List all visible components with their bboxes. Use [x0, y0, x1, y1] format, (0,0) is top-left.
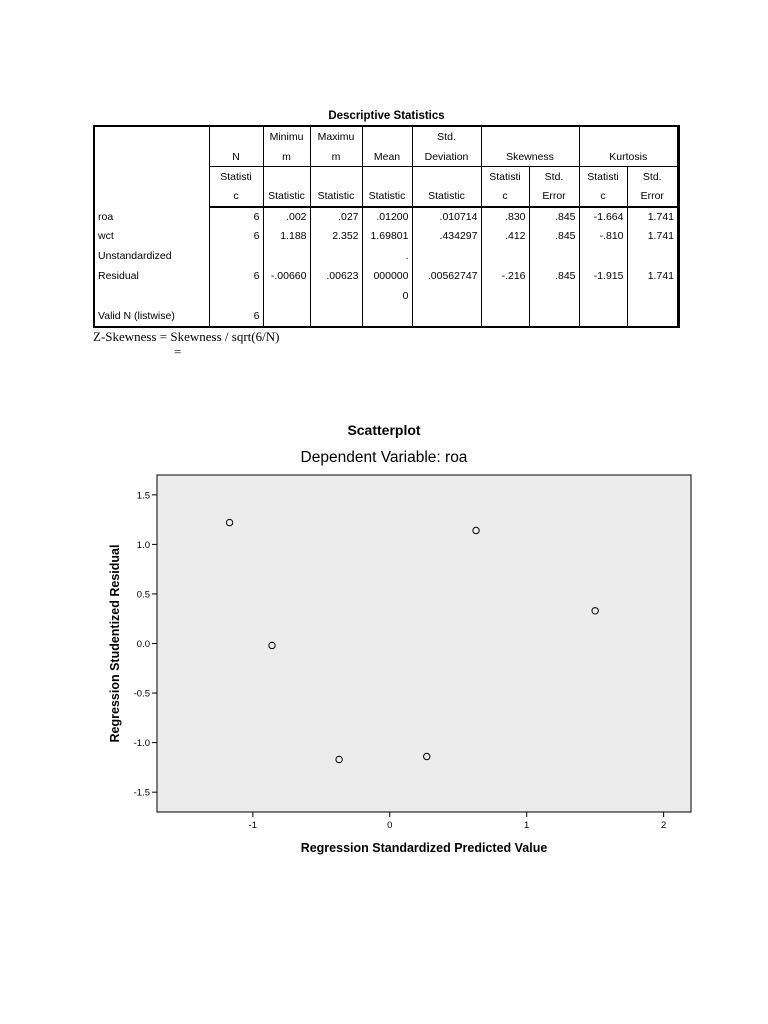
row-label: Residual — [95, 266, 209, 286]
header-kurtosis: Kurtosis — [579, 147, 678, 167]
y-axis-label: Regression Studentized Residual — [108, 544, 122, 743]
cell-kurt: -1.664 — [579, 207, 627, 227]
cell-skew: -.216 — [481, 266, 529, 286]
y-axis — [134, 490, 157, 798]
subheader-mean: Statistic — [362, 187, 412, 207]
x-tick-label: 2 — [660, 820, 667, 831]
cell-max: 2.352 — [310, 226, 362, 246]
subheader-max: Statistic — [310, 187, 362, 207]
cell-kurt: -1.915 — [579, 266, 627, 286]
cell-n: 6 — [209, 306, 263, 326]
cell-max: .00623 — [310, 266, 362, 286]
y-tick-label: -1.0 — [133, 738, 150, 750]
cell-kurt-se: 1.741 — [627, 266, 678, 286]
subheader-min-top — [263, 167, 310, 187]
subheader-kurt-se-top: Std. — [627, 167, 678, 187]
table-row — [95, 207, 678, 227]
cell-mean: 1.69801 — [362, 226, 412, 246]
scatterplot — [90, 465, 710, 860]
cell-mean: 000000 — [362, 266, 412, 286]
cell-std: .00562747 — [412, 266, 481, 286]
subheader-mean-top — [362, 167, 412, 187]
x-axis-label: Regression Standardized Predicted Value — [300, 841, 548, 855]
header-minimum: m — [263, 147, 310, 167]
corner-cell — [95, 127, 209, 207]
header-skewness: Skewness — [481, 147, 579, 167]
cell-mean: .01200 — [362, 207, 412, 227]
table-row — [95, 226, 678, 246]
descriptive-statistics-table — [93, 125, 680, 328]
cell-mean-bottom: 0 — [362, 286, 412, 306]
header-n-top — [209, 127, 263, 147]
cell-n: 6 — [209, 207, 263, 227]
cell-skew: .412 — [481, 226, 529, 246]
y-tick-label: -0.5 — [133, 688, 150, 700]
x-tick-label: 0 — [387, 820, 393, 831]
subheader-skew-stat-top: Statisti — [481, 167, 529, 187]
subheader-kurt-se: Error — [627, 187, 678, 207]
subheader-max-top — [310, 167, 362, 187]
cell-min: .002 — [263, 207, 310, 227]
cell-n: 6 — [209, 266, 263, 286]
cell-min: -.00660 — [263, 266, 310, 286]
header-mean-top — [362, 127, 412, 147]
cell-max: .027 — [310, 207, 362, 227]
subheader-kurt-stat-top: Statisti — [579, 167, 627, 187]
z-skewness-formula: Z-Skewness = Skewness / sqrt(6/N) — [93, 329, 280, 344]
header-mean: Mean — [362, 147, 412, 167]
x-tick-label: -1 — [248, 820, 258, 831]
y-tick-label: 0.5 — [136, 589, 150, 601]
header-std-deviation: Deviation — [412, 147, 481, 167]
cell-kurt: -.810 — [579, 226, 627, 246]
header-n: N — [209, 147, 263, 167]
row-label: wct — [95, 226, 209, 246]
row-label: Valid N (listwise) — [95, 306, 209, 326]
plot-area — [157, 475, 691, 812]
subheader-min: Statistic — [263, 187, 310, 207]
chart-title: Scatterplot — [347, 422, 421, 438]
y-tick-label: 1.0 — [136, 539, 150, 551]
subheader-std-top — [412, 167, 481, 187]
header-skewness-top — [481, 127, 579, 147]
table-row — [95, 266, 678, 286]
table-row — [95, 246, 678, 266]
cell-n: 6 — [209, 226, 263, 246]
header-kurtosis-top — [579, 127, 678, 147]
table-row — [95, 286, 678, 306]
subheader-skew-se: Error — [529, 187, 579, 207]
cell-skew: .830 — [481, 207, 529, 227]
header-maximum: m — [310, 147, 362, 167]
y-tick-label: 1.5 — [136, 490, 150, 502]
x-axis — [249, 812, 667, 831]
cell-kurt-se: 1.741 — [627, 226, 678, 246]
table-row — [95, 306, 678, 326]
x-tick-label: 1 — [524, 820, 530, 831]
cell-min: 1.188 — [263, 226, 310, 246]
header-minimum-top: Minimu — [263, 127, 310, 147]
subheader-std: Statistic — [412, 187, 481, 207]
cell-mean-top: . — [362, 246, 412, 266]
header-std-top: Std. — [412, 127, 481, 147]
subheader-skew-se-top: Std. — [529, 167, 579, 187]
subheader-n-top: Statisti — [209, 167, 263, 187]
chart-subtitle: Dependent Variable: roa — [300, 449, 468, 466]
cell-std: .010714 — [412, 207, 481, 227]
subheader-skew-stat: c — [481, 187, 529, 207]
formula-equals: = — [174, 344, 182, 359]
cell-kurt-se: 1.741 — [627, 207, 678, 227]
cell-std: .434297 — [412, 226, 481, 246]
cell-skew-se: .845 — [529, 226, 579, 246]
subheader-n: c — [209, 187, 263, 207]
table-title: Descriptive Statistics — [328, 110, 445, 122]
cell-skew-se: .845 — [529, 266, 579, 286]
header-maximum-top: Maximu — [310, 127, 362, 147]
row-label-top: Unstandardized — [95, 246, 209, 266]
subheader-kurt-stat: c — [579, 187, 627, 207]
y-tick-label: 0.0 — [136, 639, 150, 650]
y-tick-label: -1.5 — [133, 787, 150, 799]
row-label: roa — [95, 207, 209, 227]
cell-skew-se: .845 — [529, 207, 579, 227]
